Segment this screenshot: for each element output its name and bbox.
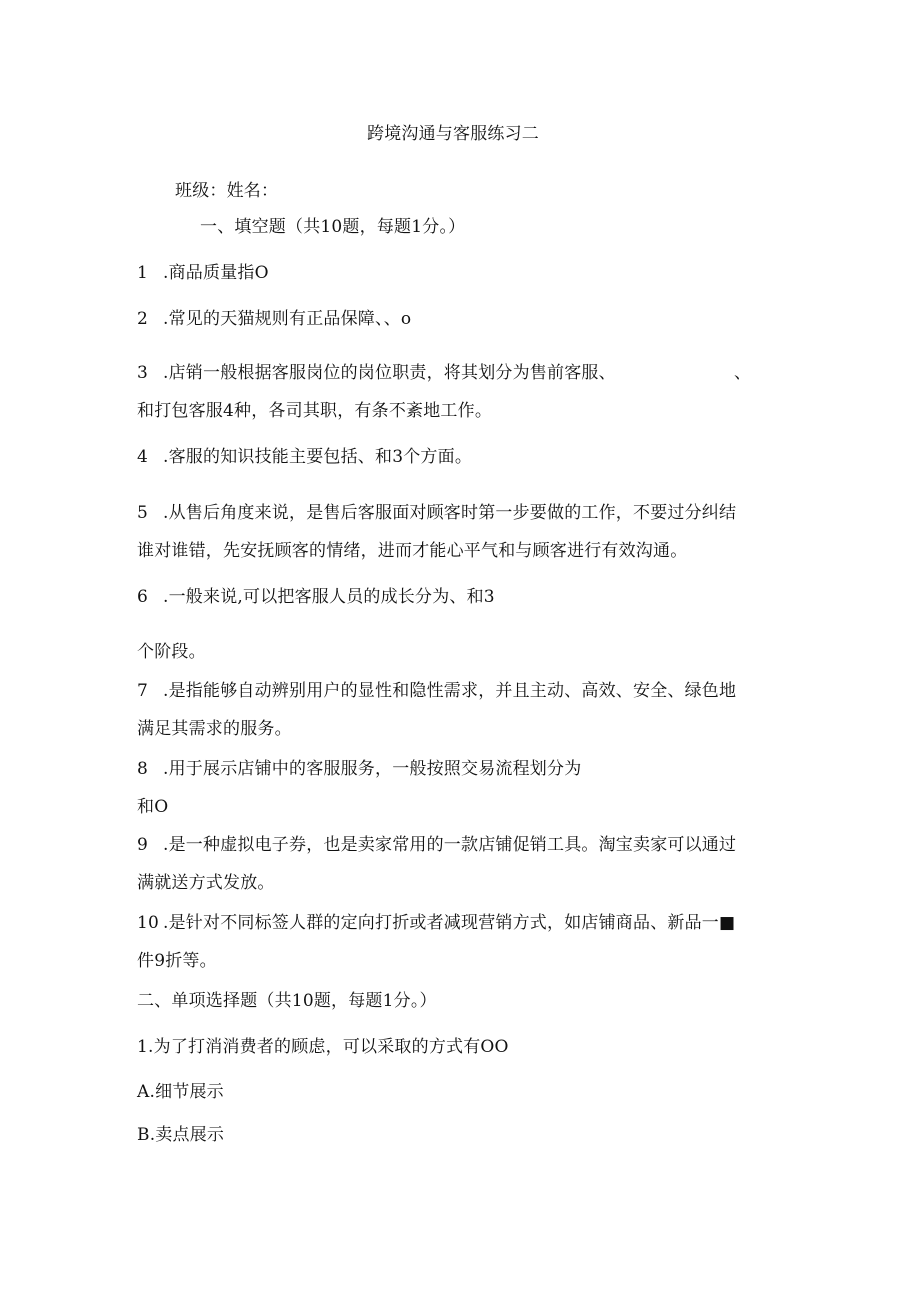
- question-number: 7: [137, 681, 149, 701]
- question-5: [137, 502, 736, 524]
- question-number: 5: [137, 503, 149, 523]
- question-text: .从售后角度来说，是售后客服面对顾客时第一步要做的工作，不要过分纠结: [163, 503, 737, 523]
- question-10-continuation: 件9折等。: [137, 951, 217, 971]
- section1-heading: 一、填空题（共10题，每题1分。）: [200, 217, 466, 237]
- question-number: 10: [137, 913, 160, 933]
- question-3-trailing-mark: 、: [734, 363, 752, 383]
- question-text: .是一种虚拟电子券，也是卖家常用的一款店铺促销工具。淘宝卖家可以通过: [163, 835, 737, 855]
- option-b: B.卖点展示: [137, 1125, 225, 1145]
- question-9: [137, 834, 736, 856]
- class-name-line: 班级：姓名：: [175, 181, 279, 201]
- question-3-continuation: 和打包客服4种，各司其职，有条不紊地工作。: [137, 401, 493, 421]
- question-6: [137, 586, 495, 608]
- question-text: .商品质量指O: [163, 263, 269, 283]
- question-number: 4: [137, 447, 149, 467]
- question-number: 9: [137, 835, 149, 855]
- question-2: [137, 308, 411, 330]
- question-5-continuation: 谁对谁错，先安抚顾客的情绪，进而才能心平气和与顾客进行有效沟通。: [137, 541, 688, 561]
- question-number: 2: [137, 309, 149, 329]
- question-1: [137, 262, 269, 284]
- question-10: [137, 912, 735, 934]
- question-text: .常见的天猫规则有正品保障、、o: [163, 309, 412, 329]
- question-7: [137, 680, 736, 702]
- question-text: .店销一般根据客服岗位的岗位职责，将其划分为售前客服、: [163, 363, 616, 383]
- section2-heading: 二、单项选择题（共10题，每题1分。）: [137, 991, 437, 1011]
- question-9-continuation: 满就送方式发放。: [137, 873, 275, 893]
- question-text: .是针对不同标签人群的定向打折或者减现营销方式，如店铺商品、新品一■: [163, 913, 736, 933]
- question-text: .用于展示店铺中的客服服务，一般按照交易流程划分为: [163, 759, 582, 779]
- question-number: 1: [137, 263, 149, 283]
- question-8-continuation: 和O: [137, 797, 169, 817]
- question-text: .客服的知识技能主要包括、和3个方面。: [163, 447, 473, 467]
- question-4: [137, 446, 472, 468]
- question-7-continuation: 满足其需求的服务。: [137, 719, 292, 739]
- question-text: .一般来说,可以把客服人员的成长分为、和3: [163, 587, 495, 607]
- option-a: A.细节展示: [137, 1082, 224, 1102]
- page-title: 跨境沟通与客服练习二: [367, 124, 539, 144]
- question-8: [137, 758, 581, 780]
- question-text: .是指能够自动辨别用户的显性和隐性需求，并且主动、高效、安全、绿色地: [163, 681, 737, 701]
- choice-question-1: 1.为了打消消费者的顾虑，可以采取的方式有OO: [137, 1037, 509, 1057]
- question-number: 3: [137, 363, 149, 383]
- question-number: 6: [137, 587, 149, 607]
- question-6-continuation: 个阶段。: [137, 642, 206, 662]
- question-3: [137, 362, 616, 384]
- question-number: 8: [137, 759, 149, 779]
